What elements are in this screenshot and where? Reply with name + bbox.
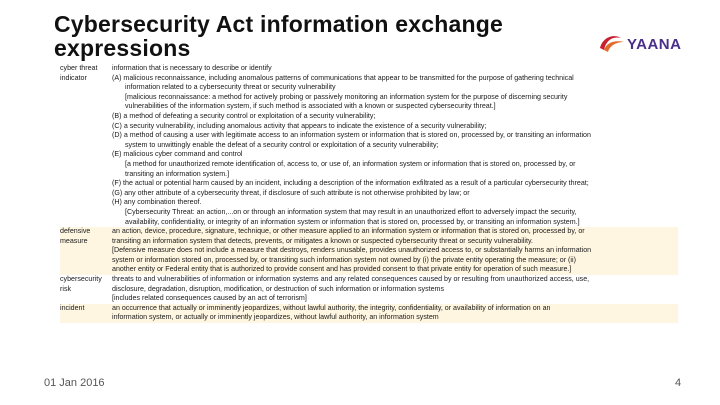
definition-line: (G) any other attribute of a cybersecurity threat, if disclosure of such attribute is not otherwise prohibited by law; or — [112, 188, 470, 197]
definition-line: disclosure, degradation, disruption, modification, or destruction of such information or information systems — [112, 284, 444, 293]
definition-line: [malicious reconnaissance: a method for actively probing or passively monitoring an information system for the purpose of discerning security — [125, 92, 568, 101]
slide-title: Cybersecurity Act information exchange expressions — [54, 11, 503, 61]
definition-line: [a method for unauthorized remote identification of, access to, or use of, an information system or information that is stored on, processed by, or — [125, 159, 576, 168]
term-label — [60, 64, 112, 227]
definition-line: vulnerabilities of the information system, if such method is associated with a known or suspected cybersecurity threat.] — [125, 102, 496, 111]
definition-line: availability, confidentiality, or integrity of an information system or information that is stored on, processed by, or transiting an information system.] — [125, 217, 580, 226]
definition — [112, 227, 678, 275]
definition-line: transiting an information system that detects, prevents, or mitigates a known or suspected cybersecurity threat or security vulnerability. — [112, 236, 533, 245]
page-number: 4 — [675, 377, 682, 389]
definition-line: (A) malicious reconnaissance, including anomalous patterns of communications that appear to be transmitted for the purpose of gathering technical — [112, 73, 574, 82]
definition-line: (C) a security vulnerability, including anomalous activity that appears to indicate the existence of a security vulnerability; — [112, 121, 487, 130]
definition-line: information related to a cybersecurity threat or security vulnerability — [125, 83, 336, 92]
term-line: risk — [60, 284, 72, 293]
term-line: defensive — [60, 227, 91, 236]
glossary-entry-defensive-measure — [60, 227, 678, 275]
definition-line: threats to and vulnerabilities of information or information systems and any related consequences caused by or resulting from unauthorized access, use, — [112, 275, 590, 284]
glossary-entry-cyber-threat-indicator — [60, 64, 678, 227]
definition-line: (H) any combination thereof. — [112, 198, 202, 207]
definition — [112, 64, 678, 227]
footer-date: 01 Jan 2016 — [44, 377, 105, 389]
definition-line: system to unwittingly enable the defeat of a security control or exploitation of a security vulnerability; — [125, 140, 439, 149]
definition — [112, 304, 678, 323]
definition-line: (D) a method of causing a user with legitimate access to an information system or information that is stored on, processed by, or transiting an information — [112, 131, 591, 140]
definition-line: an occurrence that actually or imminently jeopardizes, without lawful authority, the integrity, confidentiality, or availability of information on an — [112, 303, 551, 312]
definition-line: another entity or Federal entity that is authorized to provide consent and has provided consent to that private entity for operation of such measure.] — [112, 265, 572, 274]
definition-line: [includes related consequences caused by an act of terrorism] — [112, 294, 307, 303]
definition-line: [Cybersecurity Threat: an action,...on or through an information system that may result in an unauthorized effort to adversely impact the security, — [125, 207, 577, 216]
term-line: cybersecurity — [60, 275, 102, 284]
yaana-logo — [597, 30, 693, 56]
glossary-entry-incident — [60, 304, 678, 323]
definition-line: transiting an information system.] — [125, 169, 230, 178]
glossary-entry-cybersecurity-risk — [60, 275, 678, 304]
definition — [112, 275, 678, 304]
term-label — [60, 227, 112, 275]
definition-line: information that is necessary to describe or identify — [112, 64, 272, 72]
term-line: incident — [60, 303, 85, 312]
term-line: indicator — [60, 73, 87, 82]
term-line: measure — [60, 236, 88, 245]
definition-line: (E) malicious cyber command and control — [112, 150, 243, 159]
term-label — [60, 304, 112, 323]
glossary — [60, 64, 678, 323]
definition-line: (B) a method of defeating a security control or exploitation of a security vulnerability; — [112, 111, 376, 120]
definition-line: information system, or actually or imminently jeopardizes, without lawful authority, an information system — [112, 313, 439, 322]
logo-text: YAANA — [627, 36, 682, 53]
term-label — [60, 275, 112, 304]
definition-line: system or information stored on, processed by, or transiting such information system not owned by (i) the private entity operating the measure; or (ii) — [112, 255, 576, 264]
term-line: cyber threat — [60, 64, 98, 72]
logo-swoosh-icon — [597, 30, 627, 56]
definition-line: [Defensive measure does not include a measure that destroys, renders unusable, provides unauthorized access to, or substantially harms an information — [112, 246, 592, 255]
definition-line: (F) the actual or potential harm caused by an incident, including a description of the information exfiltrated as a result of a particular cybersecurity threat; — [112, 179, 589, 188]
definition-line: an action, device, procedure, signature, technique, or other measure applied to an information system or information that is stored on, processed by, or — [112, 227, 585, 236]
